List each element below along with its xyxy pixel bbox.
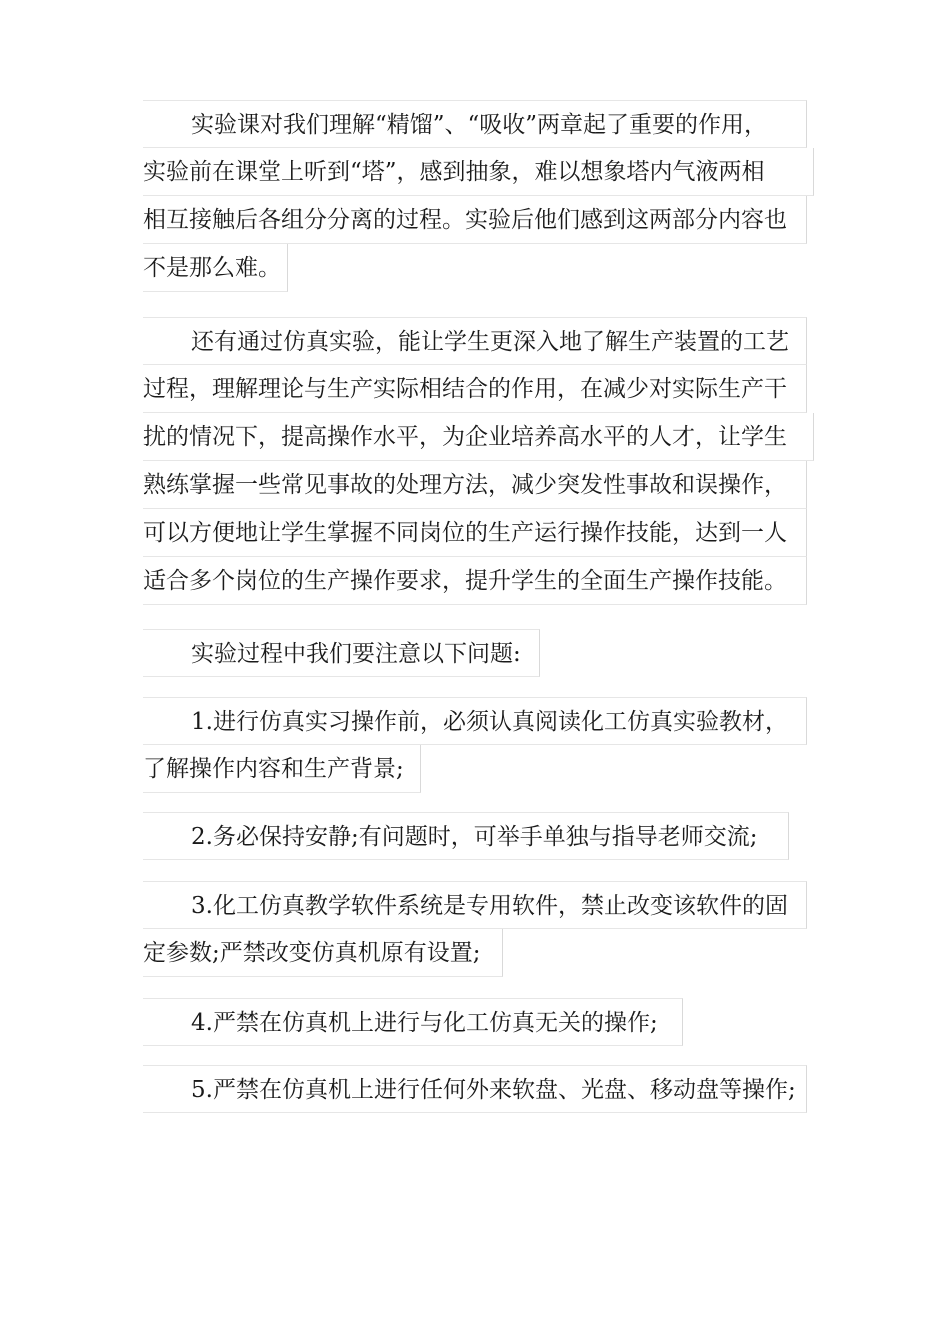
text-line: 可以方便地让学生掌握不同岗位的生产运行操作技能，达到一人 xyxy=(143,509,807,557)
text-line: 相互接触后各组分分离的过程。实验后他们感到这两部分内容也 xyxy=(143,196,807,244)
text-line: 3.化工仿真教学软件系统是专用软件，禁止改变该软件的固 xyxy=(143,881,807,929)
list-item-2 xyxy=(143,812,789,860)
paragraph-simulation-benefits xyxy=(143,317,814,605)
text-line: 适合多个岗位的生产操作要求，提升学生的全面生产操作技能。 xyxy=(143,557,807,605)
list-item-5 xyxy=(143,1065,807,1113)
text-line: 熟练掌握一些常见事故的处理方法，减少突发性事故和误操作， xyxy=(143,461,807,509)
text-line: 2.务必保持安静;有问题时，可举手单独与指导老师交流; xyxy=(143,812,789,860)
text-line: 过程，理解理论与生产实际相结合的作用，在减少对实际生产干 xyxy=(143,365,807,413)
text-line: 实验前在课堂上听到“塔”，感到抽象，难以想象塔内气液两相 xyxy=(143,148,814,196)
text-line: 还有通过仿真实验，能让学生更深入地了解生产装置的工艺 xyxy=(143,317,807,365)
text-line: 扰的情况下，提高操作水平，为企业培养高水平的人才，让学生 xyxy=(143,413,814,461)
text-line: 5.严禁在仿真机上进行任何外来软盘、光盘、移动盘等操作; xyxy=(143,1065,807,1113)
text-line: 定参数;严禁改变仿真机原有设置; xyxy=(143,929,503,977)
text-line: 1.进行仿真实习操作前，必须认真阅读化工仿真实验教材， xyxy=(143,697,807,745)
paragraph-notice-intro xyxy=(143,629,540,677)
text-line: 4.严禁在仿真机上进行与化工仿真无关的操作; xyxy=(143,998,683,1046)
text-line: 实验过程中我们要注意以下问题: xyxy=(143,629,540,677)
text-line: 了解操作内容和生产背景; xyxy=(143,745,421,793)
list-item-4 xyxy=(143,998,683,1046)
list-item-3 xyxy=(143,881,807,977)
text-line: 不是那么难。 xyxy=(143,244,288,292)
list-item-1 xyxy=(143,697,807,793)
text-line: 实验课对我们理解“精馏”、“吸收”两章起了重要的作用， xyxy=(143,100,807,148)
paragraph-experiment-benefits xyxy=(143,100,814,292)
